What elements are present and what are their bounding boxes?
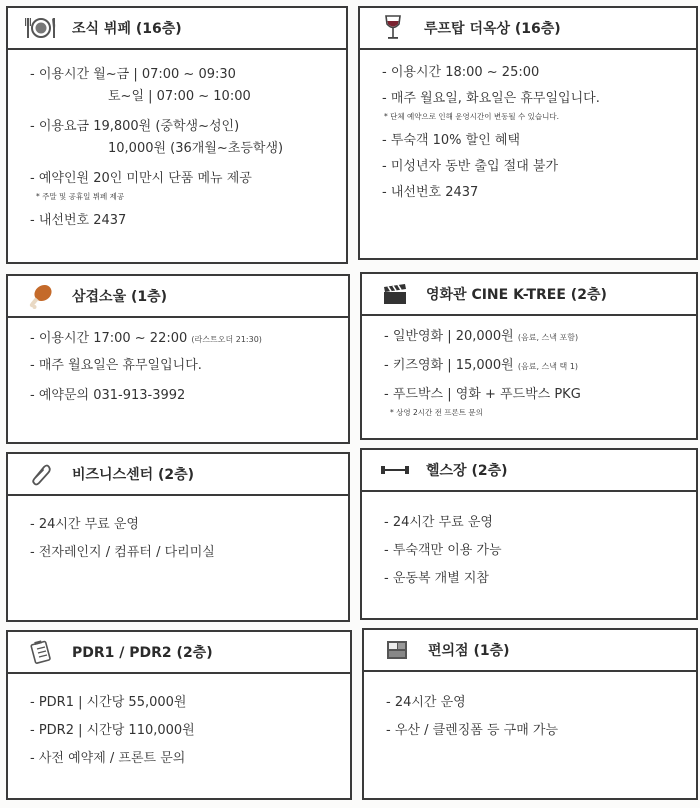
card-bbq: [6, 274, 350, 444]
minor-policy: - 미성년자 동반 출입 절대 불가: [382, 159, 559, 174]
card-header: [362, 274, 696, 316]
discount: - 투숙객 10% 할인 혜택: [382, 133, 521, 148]
dumbbell-icon: [378, 455, 412, 485]
clipboard-icon: [24, 637, 58, 667]
general-movie-includes: (음료, 스낵 포함): [517, 333, 579, 342]
card-header: [8, 632, 350, 674]
closed-days: - 매주 월요일, 화요일은 휴무일입니다.: [382, 91, 600, 106]
hours-weekend: 토~일 | 07:00 ~ 10:00: [108, 89, 251, 104]
general-movie: [384, 328, 696, 347]
reservation-info: - 사전 예약제 / 프론트 문의: [30, 751, 186, 766]
card-title: 헬스장 (2층): [426, 463, 508, 479]
card-header: [8, 8, 346, 50]
guest-only: - 투숙객만 이용 가능: [384, 543, 502, 558]
card-pdr: [6, 630, 352, 800]
hours: - 이용시간 18:00 ~ 25:00: [382, 65, 540, 80]
pdr1-price: - PDR1 | 시간당 55,000원: [30, 695, 187, 710]
closed-days: - 매주 월요일은 휴무일입니다.: [30, 358, 202, 373]
card-business-center: [6, 452, 350, 622]
extension-number: - 내선번호 2437: [382, 185, 479, 200]
card-header: [362, 450, 696, 492]
kids-movie: [384, 357, 696, 376]
amenities: - 전자레인지 / 컴퓨터 / 다리미실: [30, 545, 215, 560]
items-available: - 우산 / 클렌징폼 등 구매 가능: [386, 723, 559, 738]
operation-hours: - 24시간 무료 운영: [384, 515, 493, 530]
card-title: 영화관 CINE K-TREE (2층): [426, 287, 607, 303]
card-cinema: [360, 272, 698, 440]
card-breakfast: [6, 6, 348, 264]
card-title: 조식 뷔페 (16층): [72, 21, 182, 37]
reservation-info: - 예약인원 20인 미만시 단품 메뉴 제공: [30, 171, 252, 186]
footnote: * 단체 예약으로 인해 운영시간이 변동될 수 있습니다.: [384, 112, 559, 121]
footnote: * 상영 2시간 전 프론트 문의: [390, 408, 483, 417]
drumstick-icon: [24, 281, 58, 311]
card-header: [8, 454, 348, 496]
card-title: 비즈니스센터 (2층): [72, 467, 195, 483]
card-title: 편의점 (1층): [428, 643, 510, 659]
card-rooftop: [358, 6, 698, 260]
card-body: [362, 316, 696, 418]
hours-weekday: - 이용시간 월~금 | 07:00 ~ 09:30: [30, 67, 236, 82]
plate-cutlery-icon: [24, 13, 58, 43]
last-order: (라스트오더 21:30): [191, 335, 262, 344]
footnote: * 주말 및 공휴일 뷔페 제공: [36, 192, 125, 201]
card-title: 삼겹소울 (1층): [72, 289, 168, 305]
store-icon: [380, 635, 414, 665]
general-movie-text: - 일반영화 | 20,000원: [384, 329, 514, 344]
card-header: [8, 276, 348, 318]
kids-movie-text: - 키즈영화 | 15,000원: [384, 358, 514, 373]
pdr2-price: - PDR2 | 시간당 110,000원: [30, 723, 195, 738]
bring-sportswear: - 운동복 개별 지참: [384, 571, 489, 586]
card-gym: [360, 448, 698, 620]
foodbox: - 푸드박스 | 영화 + 푸드박스 PKG: [384, 387, 581, 402]
card-body: [8, 50, 346, 230]
operation-hours: - 24시간 무료 운영: [30, 517, 139, 532]
reservation-phone: - 예약문의 031-913-3992: [30, 388, 186, 403]
paperclip-icon: [24, 459, 58, 489]
card-title: 루프탑 더옥상 (16층): [424, 21, 561, 37]
card-title: PDR1 / PDR2 (2층): [72, 645, 213, 661]
hours: [30, 330, 348, 349]
card-header: [364, 630, 696, 672]
card-convenience-store: [362, 628, 698, 800]
clapperboard-icon: [378, 279, 412, 309]
card-body: [8, 674, 350, 768]
fee-child: 10,000원 (36개월~초등학생): [108, 141, 284, 156]
extension-number: - 내선번호 2437: [30, 213, 127, 228]
hours-text: - 이용시간 17:00 ~ 22:00: [30, 331, 188, 346]
card-body: [360, 50, 696, 202]
fee-adult: - 이용요금 19,800원 (중학생~성인): [30, 119, 240, 134]
card-header: [360, 8, 696, 50]
card-body: [8, 496, 348, 562]
card-body: [362, 492, 696, 588]
kids-movie-includes: (음료, 스낵 택 1): [517, 362, 579, 371]
card-body: [364, 672, 696, 740]
wine-glass-icon: [376, 13, 410, 43]
operation-hours: - 24시간 운영: [386, 695, 466, 710]
card-body: [8, 318, 348, 405]
